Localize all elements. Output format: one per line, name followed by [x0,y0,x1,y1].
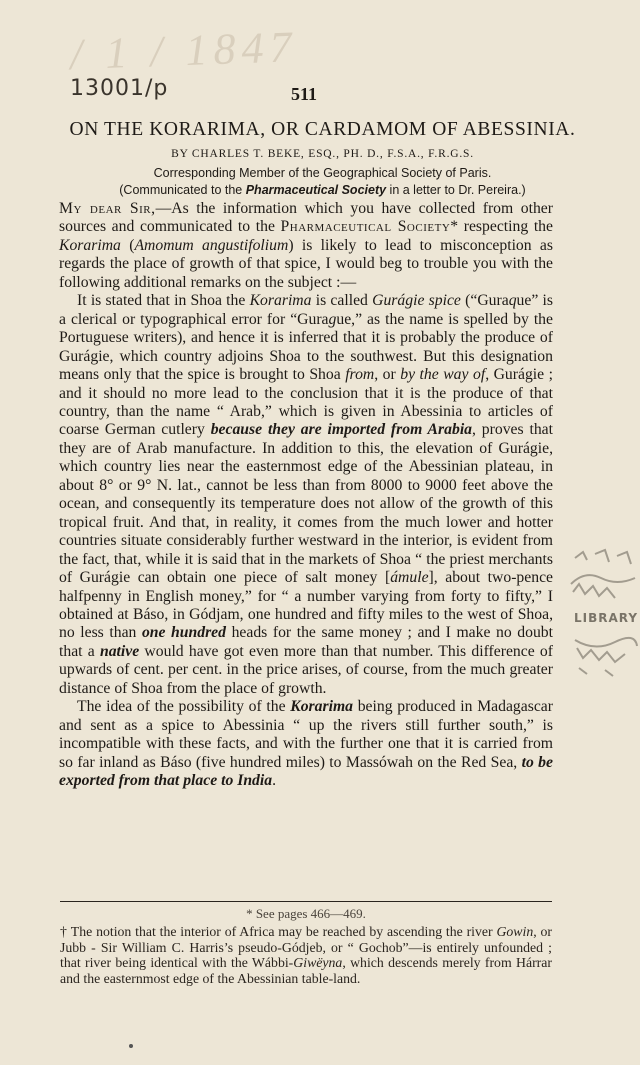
bold-italic-run: because they are imported from Arabia [210,421,473,439]
library-stamp-text: LIBRARY [574,611,639,625]
text-run: , or [374,366,401,384]
communication-prefix: (Communicated to the [119,183,246,197]
text-run: , or Jubb - Sir William C. Harris’s pseudo-Gódjeb, or “ Gochob”—is entirely unfounded ; that river being identical with the Wábbi- [60,924,552,971]
text-run: † The notion that the interior of Africa may be reached by ascending the river [60,924,497,939]
handwritten-reference: 13001/p [70,76,169,101]
text-run: . [272,772,277,790]
footnote-divider [60,901,552,902]
author-byline: BY CHARLES T. BEKE, ESQ., PH. D., F.S.A., F.R.G.S. [171,148,474,160]
text-run: , Gurágie ; and it should no more lead to the conclusion that it is the produce of that country, than the name “ Arab,” which is given in Abessinia to articles of coarse German cutlery [59,366,553,439]
italic-run: Amomum angustifolium [134,236,289,254]
text-run: The idea of the possibility of the [77,698,291,716]
italic-run: Korarima [59,236,121,254]
italic-run: g [328,310,337,328]
italic-run: q [508,292,517,310]
text-run: would have got even more than that number. This difference of upwards of cent. per cent. in the price arises, of course, from the much greater distance of Shoa from the place of growth. [59,642,553,697]
text-run: ue” is a clerical or typographical error for “Gura [59,292,554,328]
text-run: ( [120,236,135,254]
bleed-through-ink: / 1 / 1847 [69,22,299,80]
paragraph-1 [59,200,553,292]
text-run: ], about two-pence halfpenny in English money,” for “ a number varying from forty to fifty,” I obtained at Báso, in Gódjam, one hundred and fifty miles to the west of Shoa, no less than [59,569,553,642]
paragraph-3 [59,698,553,790]
communication-suffix: in a letter to Dr. Pereira.) [386,183,526,197]
text-run: It is stated that in Shoa the [77,292,250,310]
italic-run: Gowin [496,924,534,939]
bold-italic-run: one hundred [141,624,226,642]
text-run: ue,” as the name is spelled by the Portuguese writers), and hence it is inferred that it is probably the produce of Gurágie, which country adjoins Shoa to the southwest. But this designation means only that the spice is brought to Shoa [59,310,553,384]
italic-run: Gurágie spice [372,292,461,310]
italic-run: Giwëyna [293,955,343,971]
page-number: 511 [291,84,318,104]
footnote-1: * See pages 466—469. [246,906,366,921]
italic-run: Korarima [249,292,312,310]
text-run: being produced in Madagascar and sent as a spice to Abessinia “ up the rivers still further south,” is incompatible with these facts, and with the further one that it is carried from so far inland as Báso (five hundred miles) to Massówah on the Red Sea, [59,698,553,771]
society-name: Pharmaceutical Society [280,218,451,236]
author-affiliation: Corresponding Member of the Geographical Society of Paris. [153,166,492,180]
bold-italic-run: native [99,642,140,660]
ink-spot [129,1044,133,1048]
text-run: , which descends merely from Hárrar and the easternmost edge of the Abessinian table-land. [60,955,552,987]
text-run: * respecting the [450,218,553,236]
text-run: is called [311,292,373,310]
paragraph-2 [59,292,553,698]
footnote-2 [60,924,552,987]
text-run: heads for the same money ; and I make no doubt that a [59,624,554,660]
bold-italic-run: to be exported from that place to India [59,753,553,790]
italic-run: ámule [390,569,429,587]
text-run: (“Gura [460,292,509,310]
text-run: ) is likely to lead to misconception as regards the place of growth of that spice, I would beg to trouble you with the following additional remarks on the subject :— [59,236,553,291]
text-run: —As the information which you have collected from other sources and communicated to the [59,200,553,236]
italic-run: from [345,366,375,384]
text-run: , proves that they are of Arab manufacture. In addition to this, the elevation of Gurágie, which country lies near the easternmost edge of the Abessinian plateau, in about 8° or 9° N. lat., cannot be less than from 8000 to 9000 feet above the ocean, and consequently its temperature does not allow of the growth of this tropical fruit. And that, in reality, it comes from the much lower and hotter countries situate considerably further westward in the interior, is evident from the fact, that, while it is said that in the markets of Shoa “ the priest merchants of Gurágie can obtain one piece of salt money [ [59,421,553,587]
article-body [59,200,553,791]
article-title: ON THE KORARIMA, OR CARDAMOM OF ABESSINIA. [69,119,576,140]
communication-society: Pharmaceutical Society [245,183,387,197]
salutation: My dear Sir, [59,200,156,217]
bold-italic-run: Korarima [290,698,353,716]
communication-note [50,183,595,197]
italic-run: by the way of [400,366,486,384]
